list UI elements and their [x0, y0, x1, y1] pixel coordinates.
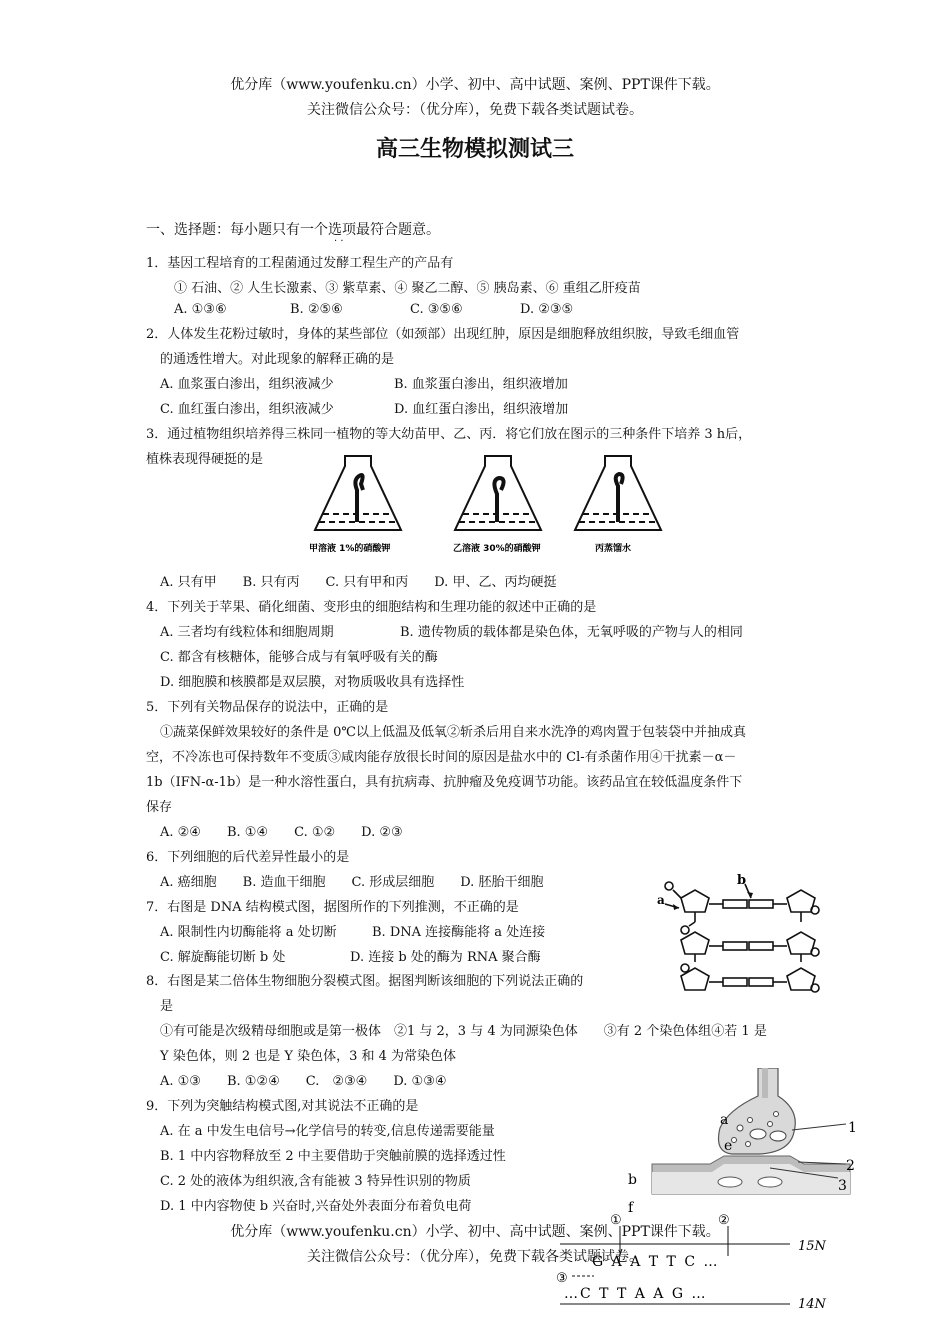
strand-label-f: f	[628, 1200, 634, 1216]
synapse-label-2: 2	[846, 1158, 855, 1174]
q1-stem: 1．基因工程培育的工程菌通过发酵工程生产的产品有	[146, 256, 454, 271]
q1-option-c: C. ③⑤⑥	[410, 302, 463, 317]
strand-top-bases: G A A T T C …	[592, 1254, 720, 1270]
footer-line-1: 优分库（www.youfenku.cn）小学、初中、高中试题、案例、PPT课件下载。	[230, 1224, 720, 1240]
synapse-label-a: a	[720, 1112, 729, 1128]
q9-option-c: C. 2 处的液体为组织液,含有能被 3 特异性识别的物质	[160, 1174, 471, 1189]
q2-stem-2: 的通透性增大。对此现象的解释正确的是	[160, 352, 395, 367]
q8-options: A. ①③ B. ①②④ C. ②③④ D. ①③④	[160, 1074, 447, 1089]
q4-option-c: C. 都含有核糖体，能够合成与有氧呼吸有关的酶	[160, 650, 438, 665]
q5-line-4: 保存	[146, 800, 173, 815]
flask-figure	[305, 450, 665, 562]
q5-line-3: 1b（IFN-α-1b）是一种水溶性蛋白，具有抗病毒、抗肿瘤及免疫调节功能。该药品宜在较低温度条件下	[146, 775, 743, 790]
q8-line-2: Y 染色体，则 2 也是 Y 染色体，3 和 4 为常染色体	[160, 1049, 457, 1064]
q3-stem-2: 植株表现得硬挺的是	[146, 452, 264, 467]
label-14n: 14N	[798, 1297, 826, 1312]
q9-stem: 9．下列为突触结构模式图,对其说法不正确的是	[146, 1099, 419, 1114]
q5-options: A. ②④ B. ①④ C. ①② D. ②③	[160, 825, 403, 840]
q7-stem: 7．右图是 DNA 结构模式图，据图所作的下列推测，不正确的是	[146, 900, 519, 915]
synapse-label-3: 3	[838, 1178, 847, 1194]
flask-2-caption: 乙溶液 30%的硝酸钾	[453, 544, 541, 554]
q9-option-b: B. 1 中内容物释放至 2 中主要借助于突触前膜的选择透过性	[160, 1149, 506, 1164]
q4-option-a: A. 三者均有线粒体和细胞周期	[160, 625, 334, 640]
q5-stem: 5．下列有关物品保存的说法中，正确的是	[146, 700, 389, 715]
q8-stem-1: 8．右图是某二倍体生物细胞分裂模式图。据图判断该细胞的下列说法正确的	[146, 974, 584, 989]
q1-option-b: B. ②⑤⑥	[290, 302, 343, 317]
section-heading: 一、选择题：每小题只有一个选项最符合题意。	[146, 222, 440, 238]
q2-option-c: C. 血红蛋白渗出，组织液减少	[160, 402, 334, 417]
q7-option-a: A. 限制性内切酶能将 a 处切断	[160, 925, 337, 940]
strand-marker-1: ①	[610, 1213, 622, 1228]
q9-option-d: D. 1 中内容物使 b 兴奋时,兴奋处外表面分布着负电荷	[160, 1199, 472, 1214]
q1-items: ① 石油、② 人生长激素、③ 紫草素、④ 聚乙二醇、⑤ 胰岛素、⑥ 重组乙肝疫苗	[174, 281, 641, 296]
strand-bottom-bases: …C T T A A G …	[564, 1286, 708, 1302]
q5-line-2: 空，不冷冻也可保持数年不变质③咸肉能存放很长时间的原因是盐水中的 Cl-有杀菌作用④干扰素－α－	[146, 750, 737, 765]
q8-stem-2: 是	[160, 999, 174, 1014]
dna-label-a: a	[657, 893, 665, 907]
q2-option-a: A. 血浆蛋白渗出，组织液减少	[160, 377, 334, 392]
q8-line-1: ①有可能是次级精母细胞或是第一极体 ②1 与 2，3 与 4 为同源染色体 ③有 2 个染色体组④若 1 是	[160, 1024, 767, 1039]
q4-option-d: D. 细胞膜和核膜都是双层膜，对物质吸收具有选择性	[160, 675, 465, 690]
flask-3-caption: 丙蒸馏水	[595, 544, 632, 554]
q5-line-1: ①蔬菜保鲜效果较好的条件是 0℃以上低温及低氧②斩杀后用自来水洗净的鸡肉置于包装袋中并抽成真	[160, 725, 746, 740]
q3-stem-1: 3．通过植物组织培养得三株同一植物的等大幼苗甲、乙、丙．将它们放在图示的三种条件下培养 3 h后，	[146, 427, 752, 442]
seedling-3	[616, 474, 623, 522]
label-15n: 15N	[798, 1239, 826, 1254]
q2-option-d: D. 血红蛋白渗出，组织液增加	[394, 402, 569, 417]
q4-stem: 4．下列关于苹果、硝化细菌、变形虫的细胞结构和生理功能的叙述中正确的是	[146, 600, 597, 615]
page-title: 高三生物模拟测试三	[375, 136, 574, 162]
strand-marker-3: ③	[556, 1271, 568, 1286]
q6-options: A. 癌细胞 B. 造血干细胞 C. 形成层细胞 D. 胚胎干细胞	[160, 875, 544, 890]
dna-structure-figure	[655, 864, 830, 1000]
q7-option-d: D. 连接 b 处的酶为 RNA 聚合酶	[350, 950, 541, 965]
header-line-2: 关注微信公众号：（优分库），免费下载各类试题试卷。	[307, 102, 643, 118]
q2-option-b: B. 血浆蛋白渗出，组织液增加	[394, 377, 568, 392]
strand-marker-2: ②	[718, 1213, 730, 1228]
seedling-1	[355, 475, 363, 522]
q1-option-a: A. ①③⑥	[174, 302, 227, 317]
synapse-label-b: b	[628, 1172, 637, 1188]
synapse-label-1: 1	[848, 1120, 857, 1136]
q7-option-b: B. DNA 连接酶能将 a 处连接	[372, 925, 546, 940]
dna-label-b: b	[737, 873, 747, 888]
seedling-2	[494, 478, 503, 522]
q1-option-d: D. ②③⑤	[520, 302, 574, 317]
header-line-1: 优分库（www.youfenku.cn）小学、初中、高中试题、案例、PPT课件下载。	[230, 77, 720, 93]
q3-options: A. 只有甲 B. 只有丙 C. 只有甲和丙 D. 甲、乙、丙均硬挺	[160, 575, 557, 590]
footer-line-2: 关注微信公众号：（优分库），免费下载各类试题试卷。	[307, 1249, 643, 1265]
q2-stem-1: 2．人体发生花粉过敏时，身体的某些部位（如颈部）出现红肿，原因是细胞释放组织胺，导致毛细血管	[146, 327, 740, 342]
q6-stem: 6．下列细胞的后代差异性最小的是	[146, 850, 350, 865]
q9-option-a: A. 在 a 中发生电信号→化学信号的转变,信息传递需要能量	[160, 1124, 495, 1139]
synapse-figure	[620, 1068, 860, 1198]
synapse-label-e: e	[724, 1138, 733, 1154]
q7-option-c: C. 解旋酶能切断 b 处	[160, 950, 286, 965]
emphasis-dots: · ·	[334, 236, 344, 247]
q4-option-b: B. 遗传物质的载体都是染色体，无氧呼吸的产物与人的相同	[400, 625, 743, 640]
flask-1-caption: 甲溶液 1%的硝酸钾	[309, 544, 391, 554]
